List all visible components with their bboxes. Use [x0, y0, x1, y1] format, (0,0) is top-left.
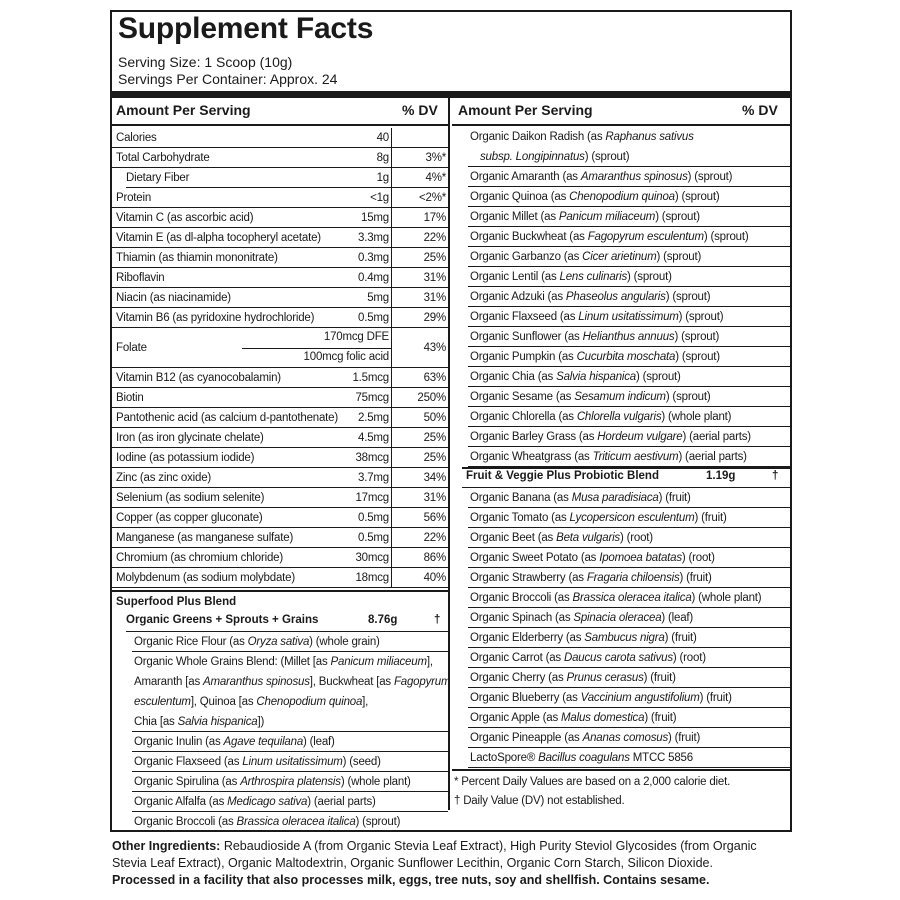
column-divider [448, 98, 450, 810]
nutrient-amount: 17mcg [355, 492, 389, 504]
ingredient-row [132, 792, 448, 812]
ingredient-text: Organic Spirulina (as Arthrospira platensis) (whole plant) [134, 776, 411, 788]
nutrient-dv: 3%* [425, 152, 446, 164]
ingredient-text: Organic Chia (as Salvia hispanica) (sprout) [470, 371, 681, 383]
nutrient-dv: 25% [423, 452, 446, 464]
nutrient-row [112, 228, 448, 248]
nutrient-name: Pantothenic acid (as calcium d-pantothenate) [116, 412, 338, 424]
ingredient-row [468, 608, 790, 628]
nutrient-name: Copper (as copper gluconate) [116, 512, 263, 524]
ingredient-text: Organic Garbanzo (as Cicer arietinum) (sprout) [470, 251, 702, 263]
serving-size: Serving Size: 1 Scoop (10g) [118, 54, 293, 70]
ingredient-text: Organic Millet (as Panicum miliaceum) (sprout) [470, 211, 700, 223]
ingredient-text: Organic Barley Grass (as Hordeum vulgare) (aerial parts) [470, 431, 751, 443]
ingredient-row [468, 127, 790, 147]
dv-separator [391, 528, 392, 548]
nutrient-dv: 250% [417, 392, 446, 404]
nutrient-name: Vitamin E (as dl-alpha tocopheryl acetate) [116, 232, 321, 244]
ingredient-row [468, 207, 790, 227]
dv-separator [391, 308, 392, 328]
dv-separator [391, 468, 392, 488]
nutrient-name: Total Carbohydrate [116, 152, 210, 164]
nutrient-amount: <1g [370, 192, 389, 204]
nutrient-row [112, 468, 448, 488]
nutrient-amount: 30mcg [355, 552, 389, 564]
nutrient-dv: 29% [423, 312, 446, 324]
servings-per-container: Servings Per Container: Approx. 24 [118, 71, 338, 87]
ingredient-row [468, 407, 790, 427]
ingredient-row [468, 427, 790, 447]
nutrient-row [112, 388, 448, 408]
nutrient-amount: 15mg [361, 212, 389, 224]
nutrient-name: Vitamin B12 (as cyanocobalamin) [116, 372, 281, 384]
ingredient-row [132, 692, 448, 712]
folate-row-box [112, 328, 448, 368]
nutrient-name: Thiamin (as thiamin mononitrate) [116, 252, 278, 264]
ingredient-text: Organic Alfalfa (as Medicago sativa) (aerial parts) [134, 796, 376, 808]
nutrient-amount: 38mcg [355, 452, 389, 464]
ingredient-text: Organic Flaxseed (as Linum usitatissimum) (sprout) [470, 311, 724, 323]
folate-dv: 43% [423, 342, 446, 354]
nutrient-amount: 75mcg [355, 392, 389, 404]
panel-title: Supplement Facts [118, 12, 374, 45]
ingredient-row [132, 732, 448, 752]
ingredient-row [468, 347, 790, 367]
nutrient-name: Protein [116, 192, 152, 204]
nutrient-name: Zinc (as zinc oxide) [116, 472, 212, 484]
dv-separator [391, 168, 392, 188]
ingredient-text: Organic Carrot (as Daucus carota sativus) (root) [470, 652, 706, 664]
ingredient-text: Organic Whole Grains Blend: (Millet [as Panicum miliaceum], [134, 656, 433, 668]
dv-separator [391, 208, 392, 228]
ingredient-row [468, 588, 790, 608]
nutrient-dv: 40% [423, 572, 446, 584]
ingredient-row [132, 812, 448, 832]
allergen-statement: Processed in a facility that also processes milk, eggs, tree nuts, soy and shellfish. Contains sesame. [112, 873, 710, 887]
ingredient-rule [468, 767, 790, 768]
superfood-title: Superfood Plus Blend [116, 596, 237, 608]
greens-blend-amount: 8.76g [368, 614, 398, 626]
nutrient-row [112, 368, 448, 388]
ingredient-text: esculentum], Quinoa [as Chenopodium quinoa], [134, 696, 369, 708]
ingredient-row [132, 712, 448, 732]
footnote-dagger: † Daily Value (DV) not established. [454, 795, 625, 807]
right-header-rule [452, 124, 790, 126]
nutrient-row [112, 428, 448, 448]
nutrient-name: Iron (as iron glycinate chelate) [116, 432, 264, 444]
nutrient-dv: 50% [423, 412, 446, 424]
nutrient-dv: 34% [423, 472, 446, 484]
dv-separator [391, 408, 392, 428]
ingredient-row [468, 187, 790, 207]
ingredient-text: Organic Beet (as Beta vulgaris) (root) [470, 532, 653, 544]
ingredient-row [132, 672, 451, 692]
nutrient-amount: 1g [376, 172, 389, 184]
ingredient-text: Organic Inulin (as Agave tequilana) (leaf) [134, 736, 335, 748]
ingredient-text: Organic Broccoli (as Brassica oleracea italica) (sprout) [134, 816, 401, 828]
right-header-dv: % DV [742, 102, 778, 118]
nutrient-row [112, 408, 448, 428]
nutrient-amount: 5mg [367, 292, 389, 304]
ingredient-row [468, 508, 790, 528]
dv-separator [391, 548, 392, 568]
ingredient-row [468, 708, 790, 728]
nutrient-dv: 17% [423, 212, 446, 224]
ingredient-row [132, 772, 448, 792]
nutrient-row [112, 448, 448, 468]
nutrient-dv: <2%* [418, 192, 446, 204]
ingredient-text: Organic Elderberry (as Sambucus nigra) (fruit) [470, 632, 697, 644]
ingredient-text: Organic Daikon Radish (as Raphanus sativus [470, 131, 694, 143]
nutrient-dv: 22% [423, 232, 446, 244]
dv-separator [391, 568, 392, 588]
dv-separator [391, 368, 392, 388]
nutrient-amount: 0.3mg [358, 252, 389, 264]
nutrient-row [112, 128, 448, 148]
nutrient-name: Riboflavin [116, 272, 165, 284]
right-header-amount: Amount Per Serving [458, 102, 593, 118]
nutrient-amount: 8g [376, 152, 389, 164]
nutrient-name: Biotin [116, 392, 144, 404]
nutrient-row [112, 148, 448, 168]
ingredient-text: Organic Sweet Potato (as Ipomoea batatas) (root) [470, 552, 715, 564]
ingredient-text: Organic Lentil (as Lens culinaris) (sprout) [470, 271, 672, 283]
dv-separator [391, 148, 392, 168]
nutrient-dv: 22% [423, 532, 446, 544]
dv-separator [391, 228, 392, 248]
greens-blend-dagger: † [434, 614, 441, 626]
left-header-amount: Amount Per Serving [116, 102, 251, 118]
ingredient-text: Organic Pineapple (as Ananas comosus) (fruit) [470, 732, 701, 744]
nutrient-row [112, 248, 448, 268]
other-ingredients-label: Other Ingredients: [112, 839, 221, 853]
dv-separator [391, 448, 392, 468]
footnote-daily-values: * Percent Daily Values are based on a 2,000 calorie diet. [454, 776, 731, 788]
ingredient-row [468, 227, 790, 247]
fruit-blend-dagger: † [772, 470, 779, 482]
dv-separator [391, 488, 392, 508]
dv-separator [391, 128, 392, 148]
ingredient-row [468, 488, 790, 508]
ingredient-row [468, 327, 790, 347]
nutrient-row [112, 208, 448, 228]
superfood-rule [112, 590, 448, 592]
nutrient-row [112, 548, 448, 568]
nutrient-name: Iodine (as potassium iodide) [116, 452, 255, 464]
ingredient-text: Organic Rice Flour (as Oryza sativa) (whole grain) [134, 636, 380, 648]
dv-separator [391, 188, 392, 208]
nutrient-name: Niacin (as niacinamide) [116, 292, 231, 304]
dv-separator [391, 428, 392, 448]
nutrient-row [112, 188, 448, 208]
nutrient-amount: 0.5mg [358, 312, 389, 324]
nutrient-row [112, 568, 448, 588]
dv-separator [391, 268, 392, 288]
nutrient-dv: 31% [423, 492, 446, 504]
folate-amount-dfe: 170mcg DFE [323, 331, 389, 343]
left-header-dv: % DV [402, 102, 438, 118]
ingredient-text: Organic Strawberry (as Fragaria chiloensis) (fruit) [470, 572, 712, 584]
nutrient-row [112, 288, 448, 308]
nutrient-name: Dietary Fiber [126, 172, 190, 184]
ingredient-text: Organic Spinach (as Spinacia oleracea) (leaf) [470, 612, 694, 624]
nutrient-amount: 18mcg [355, 572, 389, 584]
ingredient-row [468, 628, 790, 648]
nutrient-name: Molybdenum (as sodium molybdate) [116, 572, 295, 584]
ingredient-row [132, 652, 448, 672]
left-header-rule [112, 124, 448, 126]
ingredient-row [132, 752, 448, 772]
nutrient-dv: 4%* [425, 172, 446, 184]
ingredient-row [468, 447, 790, 467]
nutrient-dv: 31% [423, 292, 446, 304]
ingredient-text: Organic Cherry (as Prunus cerasus) (fruit) [470, 672, 676, 684]
nutrient-amount: 3.3mg [358, 232, 389, 244]
ingredient-row [468, 247, 790, 267]
footnote-rule [452, 769, 790, 771]
ingredient-row [468, 728, 790, 748]
other-ingredients-text: Rebaudioside A (from Organic Stevia Leaf Extract), High Purity Steviol Glycosides (from Organic Stevia Leaf Extract), Organic Maltodextrin, Organic Sunflower Lecithin, Organic Corn Starch, Silicon Dioxide. [112, 839, 757, 870]
nutrient-row [112, 508, 448, 528]
ingredient-row [468, 568, 790, 588]
ingredient-row [132, 632, 448, 652]
supplement-facts-panel [110, 10, 792, 832]
ingredient-text: Organic Tomato (as Lycopersicon esculentum) (fruit) [470, 512, 727, 524]
nutrient-dv: 25% [423, 432, 446, 444]
nutrient-dv: 25% [423, 252, 446, 264]
nutrient-amount: 0.5mg [358, 532, 389, 544]
ingredient-text: Organic Apple (as Malus domestica) (fruit) [470, 712, 677, 724]
ingredient-row [468, 287, 790, 307]
ingredient-text: LactoSpore® Bacillus coagulans MTCC 5856 [470, 752, 693, 764]
nutrient-row [112, 528, 448, 548]
folate-name: Folate [116, 342, 147, 354]
nutrient-amount: 2.5mg [358, 412, 389, 424]
ingredient-row [468, 367, 790, 387]
dv-separator [391, 508, 392, 528]
ingredient-row [468, 668, 790, 688]
ingredient-text: Amaranth [as Amaranthus spinosus], Buckwheat [as Fagopyrum [134, 676, 451, 688]
nutrient-name: Vitamin C (as ascorbic acid) [116, 212, 254, 224]
nutrient-dv: 31% [423, 272, 446, 284]
other-ingredients [112, 838, 792, 889]
ingredient-text: Organic Quinoa (as Chenopodium quinoa) (sprout) [470, 191, 720, 203]
nutrient-row [112, 308, 448, 328]
nutrient-dv: 86% [423, 552, 446, 564]
ingredient-row [468, 648, 790, 668]
nutrient-amount: 1.5mcg [352, 372, 389, 384]
thick-divider [112, 91, 790, 98]
ingredient-text: Organic Amaranth (as Amaranthus spinosus) (sprout) [470, 171, 733, 183]
ingredient-text: Chia [as Salvia hispanica]) [134, 716, 265, 728]
nutrient-amount: 4.5mg [358, 432, 389, 444]
nutrient-name: Calories [116, 132, 157, 144]
folate-mid-rule [242, 348, 392, 349]
nutrient-amount: 3.7mg [358, 472, 389, 484]
ingredient-text: Organic Chlorella (as Chlorella vulgaris) (whole plant) [470, 411, 732, 423]
nutrient-name: Selenium (as sodium selenite) [116, 492, 265, 504]
ingredient-text: Organic Banana (as Musa paradisiaca) (fruit) [470, 492, 691, 504]
ingredient-row [468, 267, 790, 287]
nutrient-name: Chromium (as chromium chloride) [116, 552, 283, 564]
ingredient-text: Organic Broccoli (as Brassica oleracea italica) (whole plant) [470, 592, 762, 604]
ingredient-text: Organic Sesame (as Sesamum indicum) (sprout) [470, 391, 711, 403]
nutrient-row [112, 488, 448, 508]
nutrient-amount: 0.5mg [358, 512, 389, 524]
nutrient-amount: 40 [376, 132, 389, 144]
fruit-blend-name: Fruit & Veggie Plus Probiotic Blend [466, 470, 659, 482]
ingredient-row [468, 307, 790, 327]
nutrient-dv: 56% [423, 512, 446, 524]
ingredient-row [468, 147, 790, 167]
ingredient-row [468, 528, 790, 548]
ingredient-row [468, 688, 790, 708]
ingredient-text: subsp. Longipinnatus) (sprout) [480, 151, 630, 163]
dv-separator [391, 388, 392, 408]
nutrient-row [112, 168, 448, 188]
ingredient-text: Organic Blueberry (as Vaccinium angustifolium) (fruit) [470, 692, 732, 704]
nutrient-dv: 63% [423, 372, 446, 384]
folate-amount-folic: 100mcg folic acid [303, 351, 389, 363]
dv-separator [391, 248, 392, 268]
dv-separator [391, 288, 392, 308]
nutrient-name: Manganese (as manganese sulfate) [116, 532, 294, 544]
ingredient-text: Organic Pumpkin (as Cucurbita moschata) (sprout) [470, 351, 720, 363]
nutrient-row [112, 268, 448, 288]
row-rule [112, 587, 448, 588]
ingredient-text: Organic Flaxseed (as Linum usitatissimum) (seed) [134, 756, 381, 768]
ingredient-text: Organic Buckwheat (as Fagopyrum esculentum) (sprout) [470, 231, 749, 243]
ingredient-row [468, 167, 790, 187]
ingredient-text: Organic Sunflower (as Helianthus annuus) (sprout) [470, 331, 720, 343]
ingredient-row [468, 387, 790, 407]
ingredient-row [468, 548, 790, 568]
fruit-blend-rule [462, 467, 790, 469]
ingredient-text: Organic Wheatgrass (as Triticum aestivum) (aerial parts) [470, 451, 747, 463]
nutrient-amount: 0.4mg [358, 272, 389, 284]
greens-blend-name: Organic Greens + Sprouts + Grains [126, 614, 319, 626]
fruit-blend-amount: 1.19g [706, 470, 736, 482]
nutrient-name: Vitamin B6 (as pyridoxine hydrochloride) [116, 312, 315, 324]
ingredient-row [468, 748, 790, 768]
ingredient-text: Organic Adzuki (as Phaseolus angularis) (sprout) [470, 291, 711, 303]
dv-separator [391, 328, 392, 368]
